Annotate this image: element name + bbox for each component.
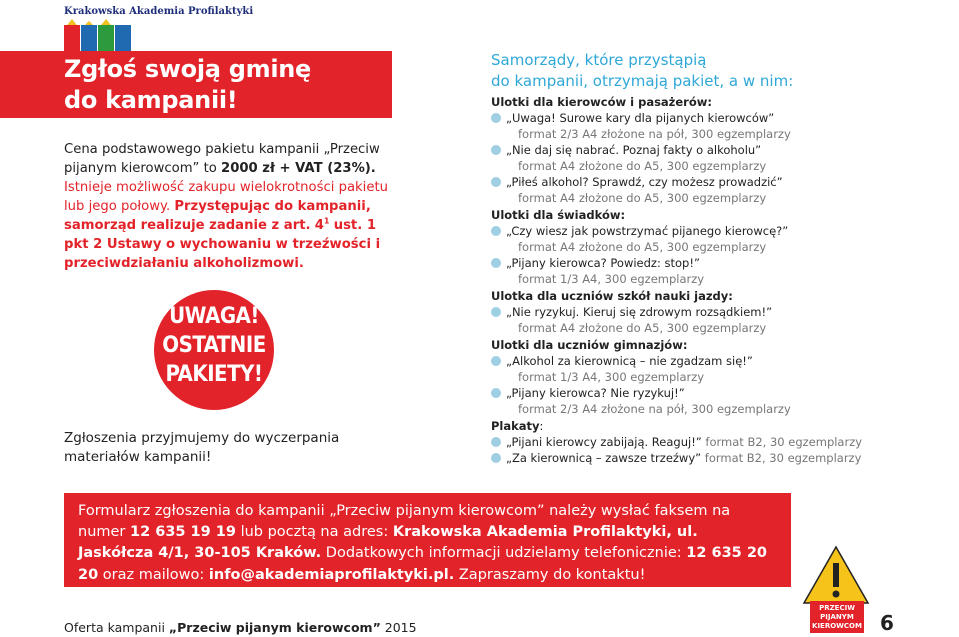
bullet-icon [491,113,501,123]
list-item [491,304,931,320]
logo-bar-blue [81,25,97,53]
item-format: format 1/3 A4, 300 egzemplarzy [518,370,705,384]
item-title: „Piłeś alkohol? Sprawdź, czy możesz prowadzić” [506,175,783,189]
package-contents-list [491,95,931,466]
bullet-icon [491,258,501,268]
footer-year: 2015 [384,620,417,635]
footer-prefix: Oferta kampanii [64,620,165,635]
list-item [491,142,931,158]
headline-band [0,51,392,118]
logo-name: Krakowska Akademia Profilaktyki [64,6,254,17]
bullet-icon [491,388,501,398]
list-item [491,255,931,271]
section-heading [491,419,931,434]
item-title: „Nie ryzykuj. Kieruj się zdrowym rozsądkiem!” [506,305,773,319]
item-title: „Czy wiesz jak powstrzymać pijanego kierowcę?” [506,224,789,238]
phone-number: 12 635 20 20 [78,545,768,583]
badge-line-2: OSTATNIE [162,333,266,358]
intro-act: ust. 1 pkt 2 Ustawy o wychowaniu w trzeźwości i przeciwdziałaniu alkoholizmowi. [64,218,381,271]
section-heading: Ulotka dla uczniów szkół nauki jazdy: [491,289,733,303]
list-item [491,434,931,450]
intro-price-text: Cena podstawowego pakietu kampanii „Przeciw pijanym kierowcom” to [64,142,380,176]
item-title: „Nie daj się nabrać. Poznaj fakty o alkoholu” [506,143,762,157]
logo-bars [64,25,131,53]
page-number: 6 [880,611,894,635]
bullet-icon [491,145,501,155]
logo-bar-green [98,25,114,53]
package-title-line-1: Samorządy, które przystąpią [491,51,707,69]
intro-article: 4 [314,218,324,233]
postal-address: Krakowska Akademia Profilaktyki, ul. Jaskółcza 4/1, 30-105 Kraków. [78,524,698,562]
campaign-plate [810,601,864,633]
bullet-icon [491,453,501,463]
contact-text-4: oraz mailowo: [102,566,205,583]
footer-caption [64,620,417,635]
list-item [491,450,931,466]
item-format: format 2/3 A4 złożone na pół, 300 egzemplarzy [518,127,791,141]
item-format: format A4 złożone do A5, 300 egzemplarzy [518,321,767,335]
intro-legal: Przystępując do kampanii, samorząd realizuje zadanie z art. [64,199,371,233]
intro-paragraph [64,140,390,273]
item-format: format 1/3 A4, 300 egzemplarzy [518,272,705,286]
list-item [491,174,931,190]
item-format: format A4 złożone do A5, 300 egzemplarzy [518,191,767,205]
list-item [491,110,931,126]
list-item [491,353,931,369]
package-title [491,50,793,92]
bullet-icon [491,177,501,187]
item-title: „Pijani kierowcy zabijają. Reaguj!” [506,435,702,449]
contact-text-2: lub pocztą na adres: [240,524,389,541]
headline [64,54,311,116]
contact-text-5: Zapraszamy do kontaktu! [458,566,646,583]
plate-line-1: PRZECIW [819,604,855,612]
logo-bar-red [64,25,80,53]
section-heading-text: Plakaty [491,419,540,433]
last-packages-badge [154,290,274,410]
intro-price: 2000 zł + VAT (23%). [221,161,376,176]
item-format: format B2, 30 egzemplarzy [704,451,862,465]
warning-sign-icon [802,545,870,605]
logo [64,6,254,48]
item-format: format 2/3 A4 złożone na pół, 300 egzemplarzy [518,402,791,416]
bullet-icon [491,307,501,317]
fax-number: 12 635 19 19 [130,524,236,541]
logo-bar-blue-2 [115,25,131,53]
item-format: format B2, 30 egzemplarzy [705,435,863,449]
contact-box [64,493,791,587]
list-item [491,223,931,239]
section-heading: Ulotki dla uczniów gimnazjów: [491,338,688,352]
bullet-icon [491,226,501,236]
contact-text-3: Dodatkowych informacji udzielamy telefonicznie: [325,545,682,562]
footer-campaign: „Przeciw pijanym kierowcom” [168,620,381,635]
item-title: „Alkohol za kierownicą – nie zgadzam się!” [506,354,753,368]
plate-line-2: PIJANYM [820,613,854,621]
plate-line-3: KIEROWCOM [812,622,862,630]
headline-line-1: Zgłoś swoją gminę [64,55,312,83]
item-title: „Uwaga! Surowe kary dla pijanych kierowców” [506,111,775,125]
list-item [491,385,931,401]
section-heading: Ulotki dla świadków: [491,208,626,222]
section-heading: Ulotki dla kierowców i pasażerów: [491,95,712,109]
badge-line-3: PAKIETY! [165,362,263,387]
deadline-note: Zgłoszenia przyjmujemy do wyczerpania materiałów kampanii! [64,430,340,465]
item-format: format A4 złożone do A5, 300 egzemplarzy [518,159,767,173]
section-heading-colon: : [539,419,544,433]
item-title: „Za kierownicą – zawsze trzeźwy” [506,451,702,465]
intro-article-sup: 1 [323,216,330,226]
badge-line-1: UWAGA! [169,304,259,329]
item-title: „Pijany kierowca? Powiedz: stop!” [506,256,700,270]
headline-line-2: do kampanii! [64,86,238,114]
bullet-icon [491,356,501,366]
bullet-icon [491,437,501,447]
item-title: „Pijany kierowca? Nie ryzykuj!” [506,386,685,400]
intro-multiples: Istnieje możliwość zakupu wielokrotności pakietu lub jego połowy. [64,180,388,214]
contact-text-1: Formularz zgłoszenia do kampanii „Przeciw pijanym kierowcom” należy wysłać faksem na numer [78,503,731,541]
email-address[interactable]: info@akademiaprofilaktyki.pl. [208,566,455,583]
package-title-line-2: do kampanii, otrzymają pakiet, a w nim: [491,72,794,90]
item-format: format A4 złożone do A5, 300 egzemplarzy [518,240,767,254]
